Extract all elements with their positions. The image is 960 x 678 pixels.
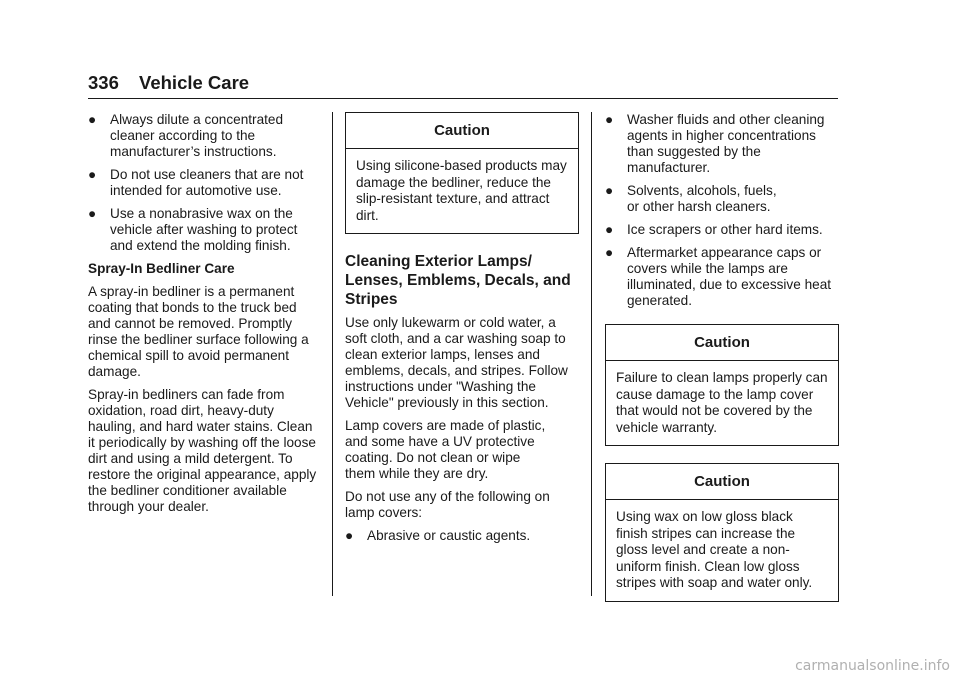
list-item: ● Aftermarket appearance caps or covers while the lamps are illuminated, due to excessive heat generated.	[605, 245, 832, 308]
column-divider-2	[591, 112, 592, 596]
bullet-icon: ●	[88, 167, 97, 182]
page-header	[88, 72, 249, 94]
column-1	[88, 112, 320, 522]
subheading: Spray-In Bedliner Care	[88, 261, 235, 276]
watermark: carmanualsonline.info	[795, 658, 950, 674]
page-number: 336	[88, 72, 119, 93]
list-item: ● Ice scrapers or other hard items.	[605, 222, 823, 237]
list-item: ● Do not use cleaners that are not intended for automotive use.	[88, 167, 304, 198]
caution-title: Caution	[346, 113, 578, 149]
column-2	[345, 112, 579, 551]
header-rule	[88, 98, 838, 99]
caution-title: Caution	[606, 325, 838, 361]
paragraph: A spray-in bedliner is a permanent coating that bonds to the truck bed and cannot be removed. Promptly rinse the bedliner surface following a chemical spill to avoid permanent damage.	[88, 284, 309, 379]
section-heading: Cleaning Exterior Lamps/ Lenses, Emblems, Decals, and Stripes	[345, 253, 571, 308]
column-3	[605, 112, 839, 602]
paragraph: Do not use any of the following on lamp covers:	[345, 489, 550, 520]
list-item: ● Solvents, alcohols, fuels, or other harsh cleaners.	[605, 183, 777, 214]
bullet-icon: ●	[605, 112, 614, 127]
paragraph: Lamp covers are made of plastic, and some have a UV protective coating. Do not clean or wipe them while they are dry.	[345, 418, 546, 481]
caution-text: Using silicone-based products may damage the bedliner, reduce the slip-resistant texture, and attract dirt.	[356, 158, 567, 223]
paragraph: Spray-in bedliners can fade from oxidation, road dirt, heavy-duty hauling, and hard water stains. Clean it periodically by washing off the loose dirt and using a mild detergent. To restore the original appearance, apply the bedliner conditioner available through your dealer.	[88, 387, 317, 514]
bullet-icon: ●	[605, 245, 614, 260]
caution-title: Caution	[606, 464, 838, 500]
bullet-icon: ●	[605, 222, 614, 237]
list-item: ● Washer fluids and other cleaning agents in higher concentrations than suggested by the manufacturer.	[605, 112, 825, 175]
bullet-icon: ●	[88, 206, 97, 221]
caution-box	[605, 324, 839, 446]
list-item: ● Use a nonabrasive wax on the vehicle after washing to protect and extend the molding finish.	[88, 206, 298, 253]
bullet-icon: ●	[88, 112, 97, 127]
caution-box	[345, 112, 579, 234]
caution-text: Using wax on low gloss black finish stripes can increase the gloss level and create a non-uniform finish. Clean low gloss stripes with soap and water only.	[616, 509, 813, 590]
bullet-icon: ●	[605, 183, 614, 198]
list-item: ● Always dilute a concentrated cleaner according to the manufacturer’s instructions.	[88, 112, 284, 159]
section-title: Vehicle Care	[139, 72, 250, 93]
list-item: ● Abrasive or caustic agents.	[345, 528, 531, 543]
paragraph: Use only lukewarm or cold water, a soft cloth, and a car washing soap to clean exterior lamps, lenses and emblems, decals, and stripes. Follow instructions under "Washing the Vehicle" previously in this section.	[345, 315, 568, 410]
caution-text: Failure to clean lamps properly can cause damage to the lamp cover that would not be covered by the vehicle warranty.	[616, 370, 828, 435]
caution-box	[605, 463, 839, 602]
bullet-icon: ●	[345, 528, 354, 543]
column-divider-1	[332, 112, 333, 596]
